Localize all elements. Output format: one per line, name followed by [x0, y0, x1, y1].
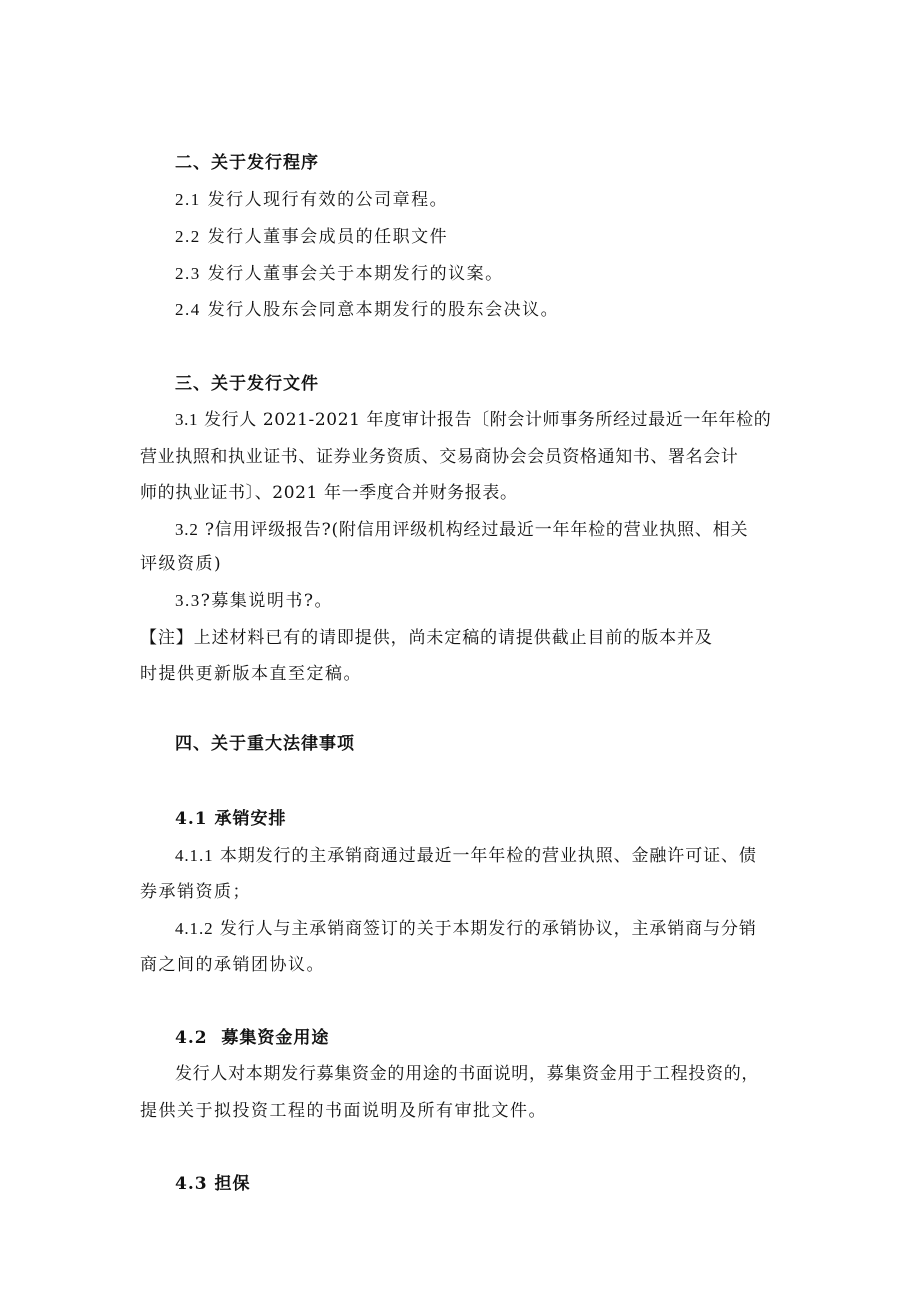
item-text: 发行人现行有效的公司章程。 — [207, 190, 449, 210]
item-number: 3.2 — [175, 520, 199, 539]
item-number: 2.4 — [175, 300, 201, 319]
item-text: 发行人董事会成员的任职文件 — [207, 227, 449, 247]
item-3-1-line2: 营业执照和执业证书、证券业务资质、交易商协会会员资格通知书、署名会计 — [140, 447, 739, 467]
item-4-1-2-line1 — [175, 918, 757, 940]
subsection-4-2-line1: 发行人对本期发行募集资金的用途的书面说明，募集资金用于工程投资的， — [175, 1064, 760, 1084]
item-text: ?信用评级报告?(附信用评级机构经过最近一年年检的营业执照、相关 — [204, 520, 749, 540]
item-text: 发行人股东会同意本期发行的股东会决议。 — [207, 300, 560, 320]
subsection-4-3-heading: 4.3 担保 — [175, 1174, 251, 1194]
item-3-1-line1 — [175, 409, 771, 431]
item-text: 发行人与主承销商签订的关于本期发行的承销协议，主承销商与分销 — [219, 919, 757, 939]
item-2-3 — [175, 263, 504, 285]
note-line2: 时提供更新版本直至定稿。 — [140, 664, 362, 684]
item-2-2 — [175, 226, 448, 248]
item-number: 2.3 — [175, 264, 201, 283]
item-3-2-line1 — [175, 519, 748, 541]
item-4-1-2-line2: 商之间的承销团协议。 — [140, 955, 325, 975]
item-number: 2.2 — [175, 227, 201, 246]
item-3-3 — [175, 590, 333, 612]
subsection-4-1-heading: 4.1 承销安排 — [175, 809, 287, 829]
item-number: 3.3 — [175, 591, 201, 610]
item-text: ?募集说明书?。 — [200, 591, 333, 611]
item-3-1-line3: 师的执业证书〕、2021 年一季度合并财务报表。 — [140, 483, 518, 503]
section-2-heading: 二、关于发行程序 — [175, 153, 319, 173]
subsection-4-2-line2: 提供关于拟投资工程的书面说明及所有审批文件。 — [140, 1101, 547, 1121]
item-3-2-line2: 评级资质) — [140, 554, 223, 574]
note-line1: 【注】上述材料已有的请即提供，尚未定稿的请提供截止目前的版本并及 — [140, 628, 713, 648]
item-4-1-1-line2: 券承销资质； — [140, 882, 251, 902]
item-2-4 — [175, 299, 559, 321]
item-text: 本期发行的主承销商通过最近一年年检的营业执照、金融许可证、债 — [219, 846, 757, 866]
item-text: 发行人 2021-2021 年度审计报告〔附会计师事务所经过最近一年年检的 — [204, 410, 772, 430]
section-3-heading: 三、关于发行文件 — [175, 374, 319, 394]
item-number: 4.1.2 — [175, 919, 214, 938]
item-4-1-1-line1 — [175, 845, 757, 867]
item-number: 2.1 — [175, 190, 201, 209]
item-number: 3.1 — [175, 410, 199, 429]
item-2-1 — [175, 189, 448, 211]
item-text: 发行人董事会关于本期发行的议案。 — [207, 264, 504, 284]
subsection-4-2-heading: 4.2 募集资金用途 — [175, 1028, 330, 1048]
section-4-heading: 四、关于重大法律事项 — [175, 734, 355, 754]
item-number: 4.1.1 — [175, 846, 214, 865]
